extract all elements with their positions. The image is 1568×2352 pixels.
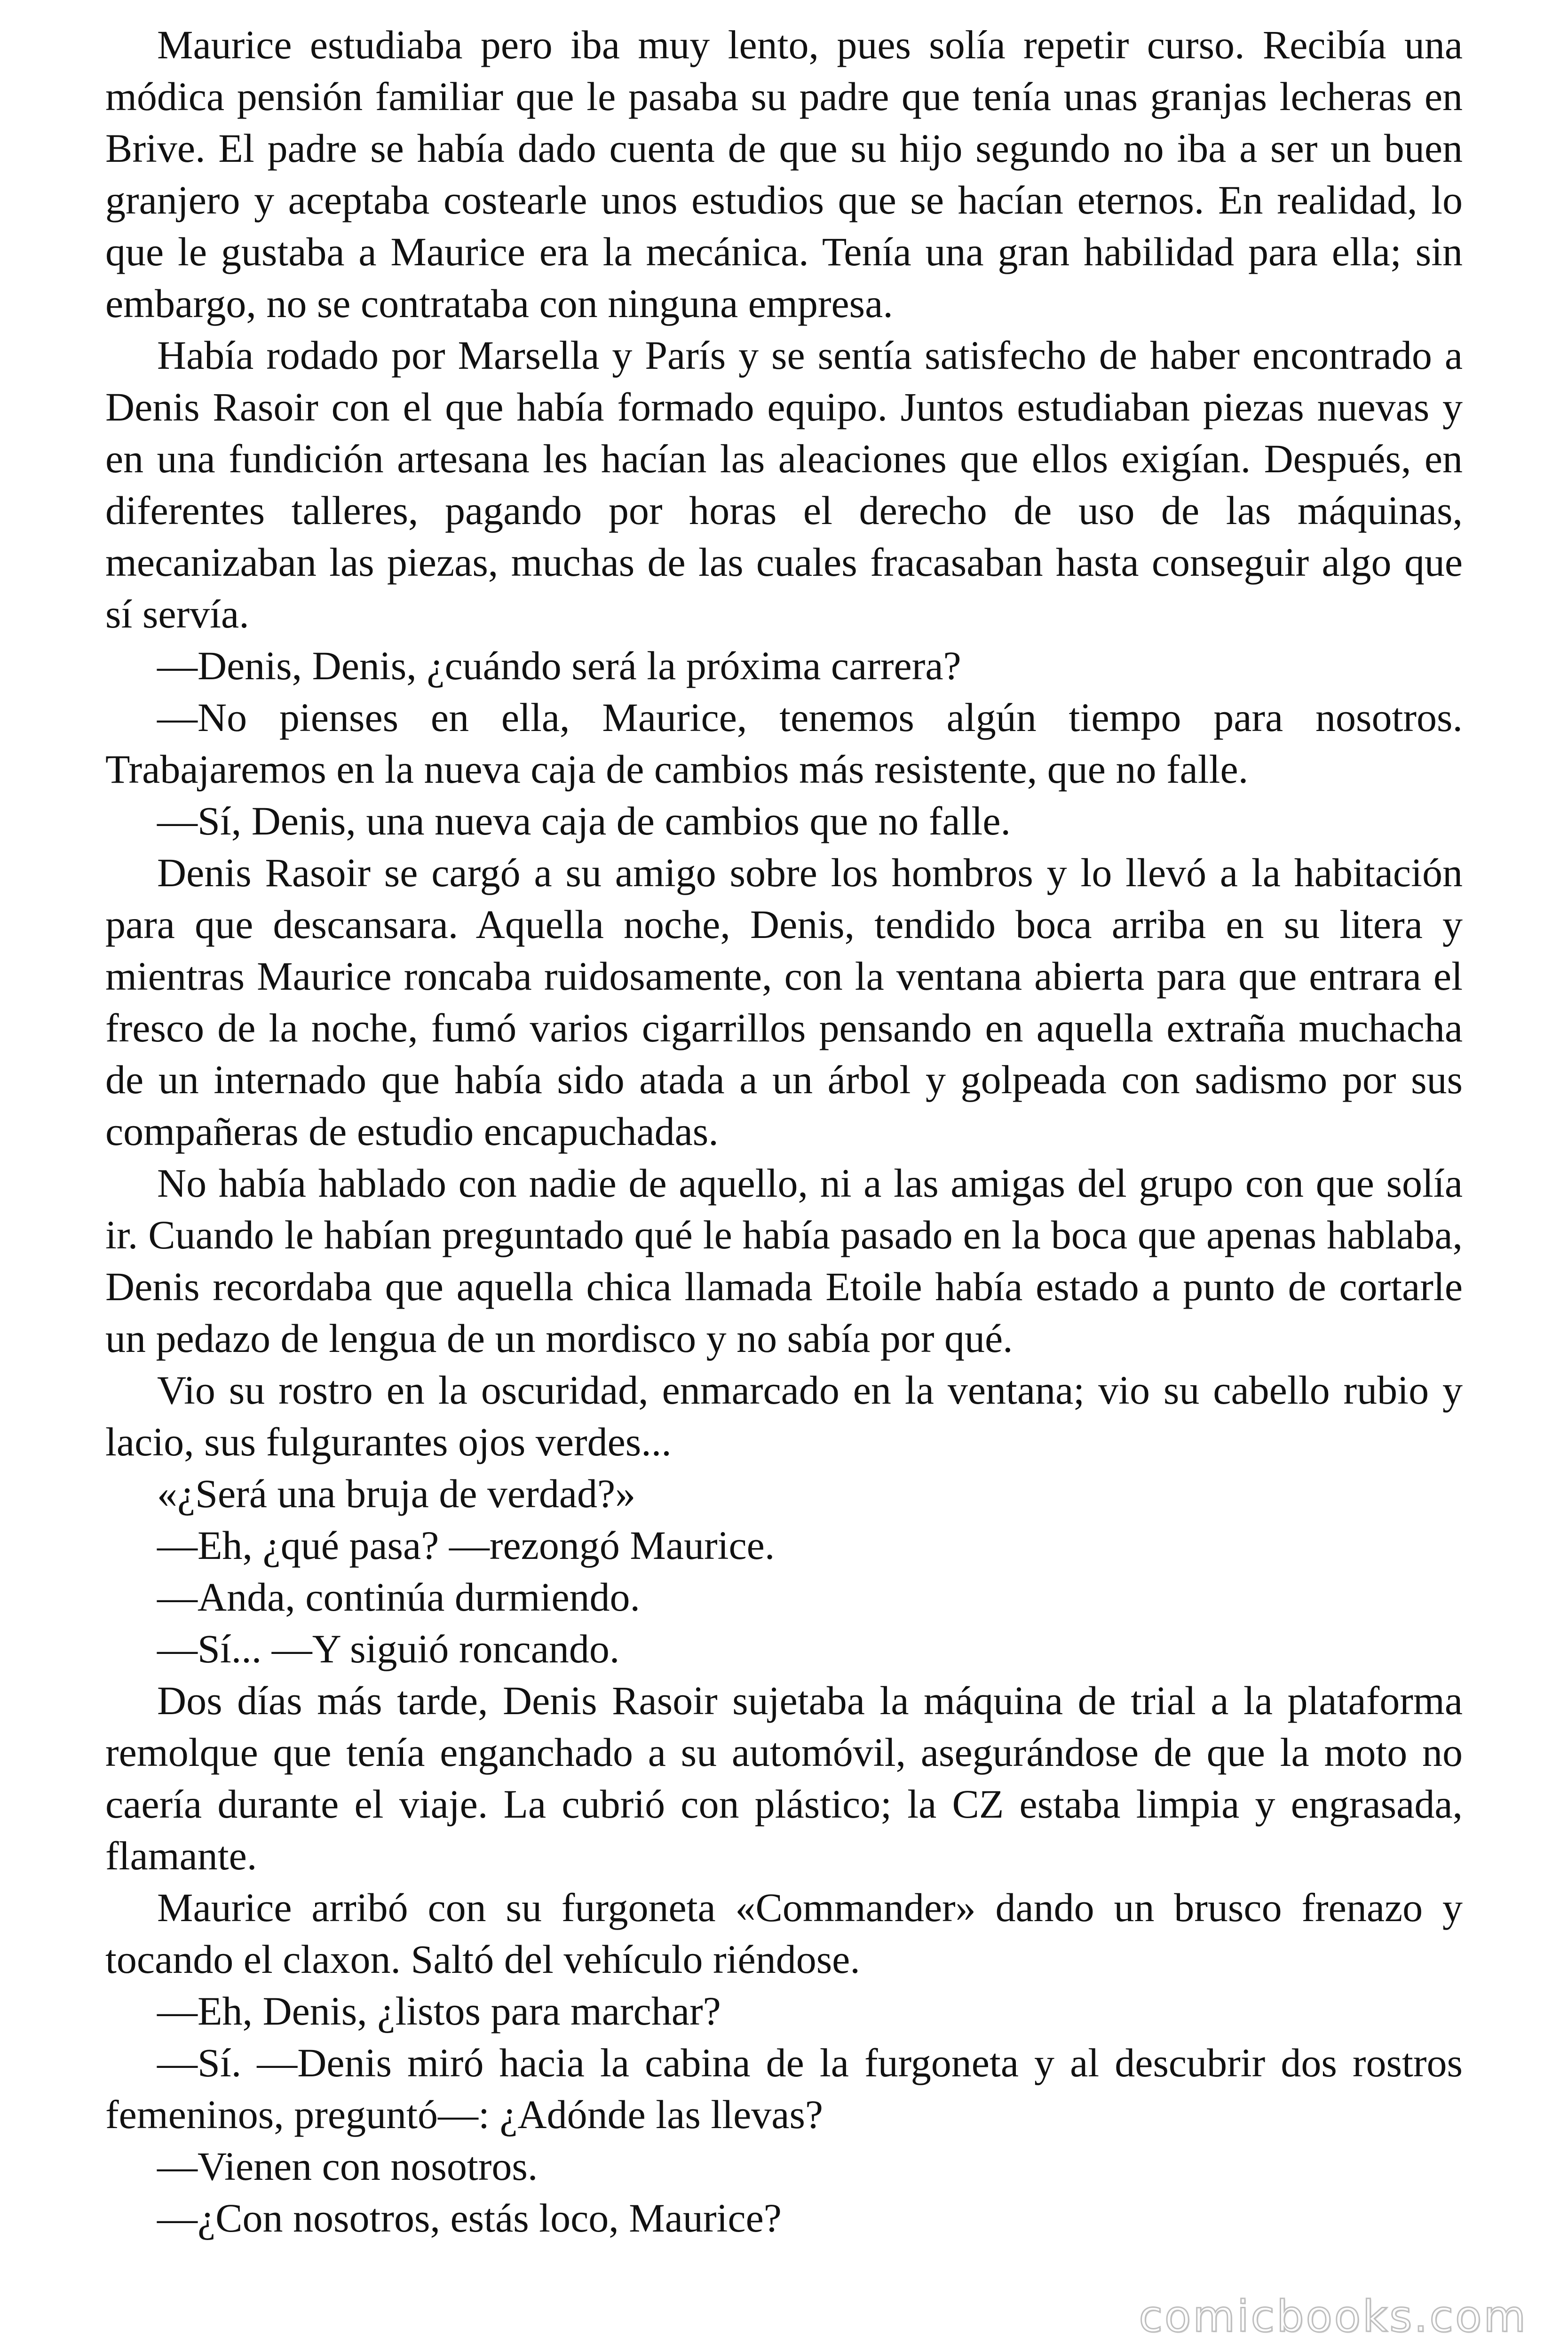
paragraph: Maurice arribó con su furgoneta «Commander» dando un brusco frenazo y tocando el claxon. Saltó del vehículo riéndose. [105, 1885, 1463, 1982]
site-watermark: comicbooks.com [1139, 2291, 1528, 2342]
dialogue-line: —¿Con nosotros, estás loco, Maurice? [157, 2195, 782, 2241]
dialogue-line: —Denis, Denis, ¿cuándo será la próxima carrera? [157, 643, 961, 688]
dialogue-line: —No pienses en ella, Maurice, tenemos algún tiempo para nosotros. Trabajaremos en la nueva caja de cambios más resistente, que no falle. [105, 695, 1463, 792]
paragraph: No había hablado con nadie de aquello, ni a las amigas del grupo con que solía ir. Cuando le habían preguntado qué le había pasado en la boca que apenas hablaba, Denis recordaba que aquella chica llamada Etoile había estado a punto de cortarle un pedazo de lengua de un mordisco y no sabía por qué. [105, 1160, 1463, 1361]
dialogue-line: —Sí... —Y siguió roncando. [157, 1626, 620, 1671]
dialogue-line: —Vienen con nosotros. [157, 2144, 538, 2189]
dialogue-line: —Sí. —Denis miró hacia la cabina de la furgoneta y al descubrir dos rostros femeninos, preguntó—: ¿Adónde las llevas? [105, 2040, 1463, 2137]
paragraph: Vio su rostro en la oscuridad, enmarcado en la ventana; vio su cabello rubio y lacio, sus fulgurantes ojos verdes... [105, 1367, 1463, 1464]
paragraph: Denis Rasoir se cargó a su amigo sobre los hombros y lo llevó a la habitación para que descansara. Aquella noche, Denis, tendido boca arriba en su litera y mientras Maurice roncaba ruidosamente, con la ventana abierta para que entrara el fresco de la noche, fumó varios cigarrillos pensando en aquella extraña muchacha de un internado que había sido atada a un árbol y golpeada con sadismo por sus compañeras de estudio encapuchadas. [105, 850, 1463, 1154]
dialogue-line: —Anda, continúa durmiendo. [157, 1574, 641, 1620]
thought-line: «¿Será una bruja de verdad?» [157, 1471, 636, 1516]
paragraph: Dos días más tarde, Denis Rasoir sujetaba la máquina de trial a la plataforma remolque que tenía enganchado a su automóvil, asegurándose de que la moto no caería durante el viaje. La cubrió con plástico; la CZ estaba limpia y engrasada, flamante. [105, 1678, 1463, 1878]
dialogue-line: —Eh, Denis, ¿listos para marchar? [157, 1988, 721, 2034]
dialogue-line: —Sí, Denis, una nueva caja de cambios que no falle. [157, 798, 1011, 843]
paragraph: Había rodado por Marsella y París y se sentía satisfecho de haber encontrado a Denis Rasoir con el que había formado equipo. Juntos estudiaban piezas nuevas y en una fundición artesana les hacían las aleaciones que ellos exigían. Después, en diferentes talleres, pagando por horas el derecho de uso de las máquinas, mecanizaban las piezas, muchas de las cuales fracasaban hasta conseguir algo que sí servía. [105, 333, 1463, 636]
paragraph: Maurice estudiaba pero iba muy lento, pues solía repetir curso. Recibía una módica pensión familiar que le pasaba su padre que tenía unas granjas lecheras en Brive. El padre se había dado cuenta de que su hijo segundo no iba a ser un buen granjero y aceptaba costearle unos estudios que se hacían eternos. En realidad, lo que le gustaba a Maurice era la mecánica. Tenía una gran habilidad para ella; sin embargo, no se contrataba con ninguna empresa. [105, 22, 1463, 326]
book-page-text [105, 19, 1463, 2244]
dialogue-line: —Eh, ¿qué pasa? —rezongó Maurice. [157, 1523, 775, 1568]
